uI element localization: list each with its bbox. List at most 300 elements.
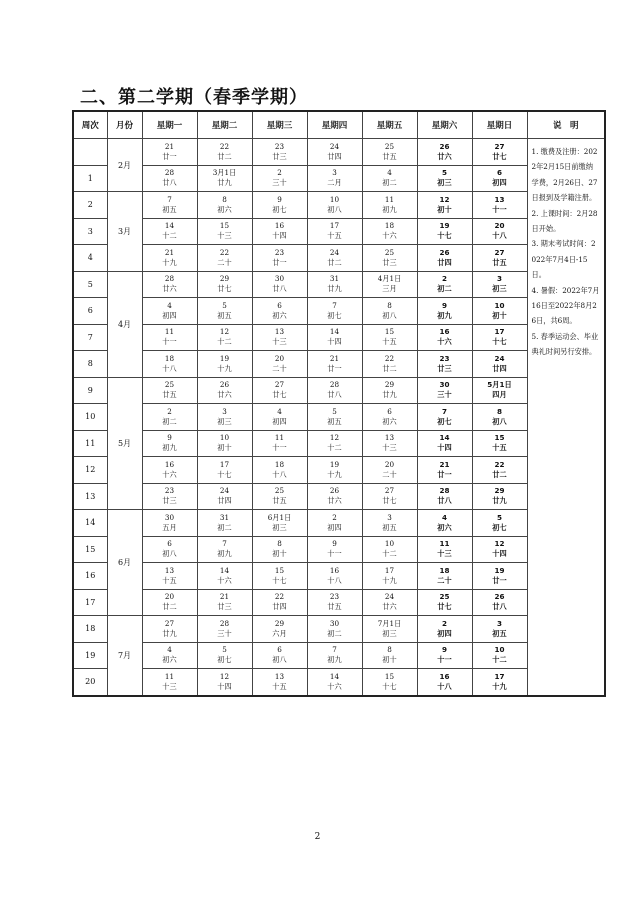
date-number: 22 (274, 592, 285, 602)
column-header: 月份 (107, 111, 142, 139)
day-cell (307, 430, 362, 457)
date-number: 6 (167, 539, 172, 549)
day-cell (362, 298, 417, 325)
lunar-date: 十二 (382, 549, 397, 559)
lunar-date: 十七 (437, 231, 452, 241)
date-number: 13 (384, 433, 395, 443)
date-number: 30 (274, 274, 285, 284)
day-cell (362, 536, 417, 563)
date-number: 30 (439, 380, 450, 390)
day-cell (252, 165, 307, 192)
day-cell (307, 642, 362, 669)
lunar-date: 廿四 (217, 496, 232, 506)
date-number: 5 (496, 512, 502, 522)
date-number: 2 (277, 168, 282, 178)
week-row (73, 430, 605, 457)
lunar-date: 三十 (217, 628, 232, 638)
lunar-date: 廿九 (382, 390, 397, 400)
date-number: 20 (274, 353, 285, 363)
lunar-date: 廿九 (217, 178, 232, 188)
lunar-date: 廿八 (327, 390, 342, 400)
date-number: 9 (441, 645, 447, 655)
day-cell (472, 430, 527, 457)
date-number: 6 (277, 645, 282, 655)
lunar-date: 初五 (217, 310, 232, 320)
date-number: 14 (439, 433, 450, 443)
day-cell (197, 377, 252, 404)
lunar-date: 廿四 (492, 363, 507, 373)
date-number: 17 (329, 221, 340, 231)
date-number: 3 (387, 512, 392, 522)
date-number: 24 (384, 592, 395, 602)
date-number: 6 (277, 300, 282, 310)
day-cell (472, 298, 527, 325)
day-cell (142, 642, 197, 669)
day-cell (142, 483, 197, 510)
date-number: 23 (274, 247, 285, 257)
lunar-date: 十五 (327, 231, 342, 241)
date-number: 23 (274, 141, 285, 151)
day-cell (362, 165, 417, 192)
date-number: 19 (494, 565, 505, 575)
date-number: 19 (439, 221, 450, 231)
day-cell (417, 377, 472, 404)
date-number: 29 (219, 274, 230, 284)
day-cell (197, 192, 252, 219)
lunar-date: 廿五 (162, 390, 177, 400)
date-number: 26 (219, 380, 230, 390)
date-number: 2 (441, 618, 447, 628)
date-number: 16 (439, 327, 450, 337)
lunar-date: 初八 (382, 310, 397, 320)
lunar-date: 二十 (272, 363, 287, 373)
day-cell (417, 510, 472, 537)
lunar-date: 初六 (437, 522, 452, 532)
lunar-date: 初六 (162, 655, 177, 665)
lunar-date: 十七 (272, 575, 287, 585)
day-cell (362, 642, 417, 669)
day-cell (362, 324, 417, 351)
lunar-date: 初八 (272, 655, 287, 665)
date-number: 26 (439, 247, 450, 257)
day-cell (197, 404, 252, 431)
week-row (73, 218, 605, 245)
section-title: 二、第二学期（春季学期） (80, 87, 308, 108)
date-number: 10 (384, 539, 395, 549)
day-cell (142, 298, 197, 325)
date-number: 21 (439, 459, 450, 469)
date-number: 3 (496, 274, 502, 284)
day-cell (252, 589, 307, 616)
day-cell (307, 563, 362, 590)
date-number: 28 (219, 618, 230, 628)
date-number: 22 (494, 459, 505, 469)
week-number: 8 (73, 351, 107, 378)
lunar-date: 初四 (327, 522, 342, 532)
day-cell (252, 430, 307, 457)
day-cell (417, 642, 472, 669)
day-cell (142, 510, 197, 537)
date-number: 8 (496, 406, 502, 416)
lunar-date: 十二 (217, 337, 232, 347)
lunar-date: 初二 (327, 628, 342, 638)
date-number: 14 (164, 221, 175, 231)
lunar-date: 十四 (492, 549, 507, 559)
lunar-date: 廿二 (382, 363, 397, 373)
lunar-date: 二十 (382, 469, 397, 479)
day-cell (307, 139, 362, 166)
date-number: 14 (219, 565, 230, 575)
lunar-date: 十六 (217, 575, 232, 585)
lunar-date: 初五 (162, 204, 177, 214)
day-cell (362, 483, 417, 510)
column-header: 星期五 (362, 111, 417, 139)
day-cell (472, 457, 527, 484)
day-cell (197, 165, 252, 192)
lunar-date: 廿七 (272, 390, 287, 400)
day-cell (142, 563, 197, 590)
date-number: 27 (494, 141, 505, 151)
date-number: 7 (332, 300, 337, 310)
lunar-date: 初二 (437, 284, 452, 294)
lunar-date: 廿六 (437, 151, 452, 161)
lunar-date: 十八 (327, 575, 342, 585)
week-row (73, 642, 605, 669)
day-cell (142, 192, 197, 219)
lunar-date: 十九 (327, 469, 342, 479)
day-cell (197, 616, 252, 643)
lunar-date: 廿六 (327, 496, 342, 506)
day-cell (252, 245, 307, 272)
day-cell (142, 324, 197, 351)
date-number: 29 (384, 380, 395, 390)
day-cell (362, 139, 417, 166)
day-cell (417, 457, 472, 484)
lunar-date: 初四 (492, 178, 507, 188)
date-number: 7 (167, 194, 172, 204)
day-cell (142, 139, 197, 166)
date-number: 3 (496, 618, 502, 628)
lunar-date: 初四 (272, 416, 287, 426)
week-row (73, 616, 605, 643)
day-cell (252, 616, 307, 643)
date-number: 15 (274, 565, 285, 575)
date-number: 21 (219, 592, 230, 602)
day-cell (417, 139, 472, 166)
date-number: 10 (219, 433, 230, 443)
lunar-date: 廿五 (272, 496, 287, 506)
week-number: 6 (73, 298, 107, 325)
day-cell (142, 271, 197, 298)
lunar-date: 十一 (272, 443, 287, 453)
lunar-date: 廿四 (272, 602, 287, 612)
lunar-date: 初七 (217, 655, 232, 665)
day-cell (142, 669, 197, 696)
date-number: 17 (219, 459, 230, 469)
lunar-date: 初三 (492, 284, 507, 294)
header-row (73, 111, 605, 139)
date-number: 4 (387, 168, 392, 178)
date-number: 16 (329, 565, 340, 575)
date-number: 27 (494, 247, 505, 257)
day-cell (252, 404, 307, 431)
lunar-date: 二十 (217, 257, 232, 267)
day-cell (307, 669, 362, 696)
date-number: 5 (222, 645, 227, 655)
date-number: 9 (441, 300, 447, 310)
lunar-date: 廿一 (437, 469, 452, 479)
day-cell (417, 298, 472, 325)
date-number: 25 (439, 592, 450, 602)
week-row (73, 563, 605, 590)
day-cell (307, 324, 362, 351)
lunar-date: 初十 (382, 655, 397, 665)
day-cell (362, 457, 417, 484)
lunar-date: 廿一 (162, 151, 177, 161)
week-row (73, 139, 605, 166)
date-number: 15 (219, 221, 230, 231)
date-number: 5 (441, 168, 447, 178)
lunar-date: 十九 (217, 363, 232, 373)
date-number: 9 (167, 433, 172, 443)
lunar-date: 十七 (492, 337, 507, 347)
day-cell (197, 430, 252, 457)
lunar-date: 十一 (437, 655, 452, 665)
lunar-date: 十九 (492, 681, 507, 691)
day-cell (362, 351, 417, 378)
week-number: 14 (73, 510, 107, 537)
day-cell (197, 139, 252, 166)
week-number: 2 (73, 192, 107, 219)
week-row (73, 510, 605, 537)
lunar-date: 初三 (217, 416, 232, 426)
date-number: 11 (384, 194, 395, 204)
day-cell (252, 483, 307, 510)
lunar-date: 初七 (272, 204, 287, 214)
note-item: 1. 缴费及注册：2022年2月15日前缴纳学费，2月26日、27日报到及学籍注册。 (531, 147, 598, 203)
day-cell (307, 218, 362, 245)
lunar-date: 十四 (217, 681, 232, 691)
date-number: 8 (222, 194, 227, 204)
day-cell (362, 616, 417, 643)
lunar-date: 廿七 (492, 151, 507, 161)
lunar-date: 十八 (492, 231, 507, 241)
day-cell (307, 351, 362, 378)
day-cell (472, 616, 527, 643)
date-number: 4 (167, 645, 172, 655)
date-number: 14 (329, 327, 340, 337)
day-cell (142, 589, 197, 616)
day-cell (362, 510, 417, 537)
day-cell (472, 271, 527, 298)
day-cell (307, 536, 362, 563)
week-row (73, 271, 605, 298)
day-cell (362, 245, 417, 272)
day-cell (252, 271, 307, 298)
week-number: 19 (73, 642, 107, 669)
day-cell (307, 589, 362, 616)
date-number: 12 (439, 194, 450, 204)
day-cell (472, 218, 527, 245)
date-number: 25 (384, 247, 395, 257)
week-row (73, 245, 605, 272)
date-number: 13 (164, 565, 175, 575)
lunar-date: 十六 (327, 681, 342, 691)
date-number: 30 (329, 618, 340, 628)
date-number: 20 (384, 459, 395, 469)
day-cell (307, 298, 362, 325)
lunar-date: 十三 (272, 337, 287, 347)
day-cell (417, 165, 472, 192)
week-number: 17 (73, 589, 107, 616)
date-number: 12 (219, 327, 230, 337)
date-number: 30 (164, 512, 175, 522)
lunar-date: 初八 (492, 416, 507, 426)
column-header: 星期二 (197, 111, 252, 139)
date-number: 4 (167, 300, 172, 310)
date-number: 24 (329, 141, 340, 151)
date-number: 24 (494, 353, 505, 363)
lunar-date: 初九 (217, 549, 232, 559)
lunar-date: 十三 (217, 231, 232, 241)
column-header: 星期六 (417, 111, 472, 139)
note-item: 4. 暑假：2022年7月16日至2022年8月26日，共6周。 (531, 285, 600, 326)
lunar-date: 初八 (327, 204, 342, 214)
day-cell (417, 245, 472, 272)
date-number: 23 (164, 486, 175, 496)
column-header: 说 明 (527, 111, 605, 139)
lunar-date: 初六 (272, 310, 287, 320)
date-number: 17 (384, 565, 395, 575)
day-cell (197, 245, 252, 272)
lunar-date: 十五 (272, 681, 287, 691)
day-cell (197, 351, 252, 378)
date-number: 18 (439, 565, 450, 575)
date-number: 4 (277, 406, 282, 416)
day-cell (252, 669, 307, 696)
day-cell (472, 589, 527, 616)
date-number: 10 (494, 300, 505, 310)
date-number: 2 (332, 512, 337, 522)
date-number: 13 (274, 671, 285, 681)
note-item: 5. 春季运动会、毕业典礼时间另行安排。 (531, 331, 599, 357)
date-number: 12 (494, 539, 505, 549)
day-cell (472, 536, 527, 563)
day-cell (197, 536, 252, 563)
day-cell (197, 324, 252, 351)
date-number: 24 (219, 486, 230, 496)
notes-panel (527, 139, 605, 696)
column-header: 周次 (73, 111, 107, 139)
date-number: 10 (494, 645, 505, 655)
date-number: 29 (274, 618, 285, 628)
day-cell (417, 430, 472, 457)
day-cell (142, 377, 197, 404)
day-cell (307, 245, 362, 272)
lunar-date: 十七 (217, 469, 232, 479)
day-cell (252, 536, 307, 563)
date-number: 31 (329, 274, 340, 284)
date-number: 12 (329, 433, 340, 443)
lunar-date: 廿一 (327, 363, 342, 373)
lunar-date: 十三 (382, 443, 397, 453)
lunar-date: 四月 (492, 390, 507, 400)
week-number: 10 (73, 404, 107, 431)
lunar-date: 廿四 (327, 151, 342, 161)
lunar-date: 廿九 (492, 496, 507, 506)
lunar-date: 廿一 (272, 257, 287, 267)
week-row (73, 324, 605, 351)
day-cell (252, 377, 307, 404)
lunar-date: 廿七 (437, 602, 452, 612)
date-number: 2 (167, 406, 172, 416)
day-cell (472, 483, 527, 510)
column-header: 星期四 (307, 111, 362, 139)
week-number (73, 139, 107, 166)
day-cell (307, 192, 362, 219)
day-cell (252, 642, 307, 669)
date-number: 7月1日 (377, 618, 402, 628)
day-cell (472, 192, 527, 219)
column-header: 星期日 (472, 111, 527, 139)
day-cell (307, 483, 362, 510)
lunar-date: 初九 (162, 443, 177, 453)
lunar-date: 初二 (162, 416, 177, 426)
week-number: 5 (73, 271, 107, 298)
lunar-date: 初二 (217, 522, 232, 532)
lunar-date: 廿六 (382, 602, 397, 612)
date-number: 3 (332, 168, 337, 178)
day-cell (197, 589, 252, 616)
date-number: 8 (387, 645, 392, 655)
date-number: 11 (164, 327, 175, 337)
day-cell (252, 192, 307, 219)
lunar-date: 初三 (437, 178, 452, 188)
date-number: 20 (494, 221, 505, 231)
day-cell (142, 245, 197, 272)
date-number: 27 (164, 618, 175, 628)
date-number: 16 (439, 671, 450, 681)
column-header: 星期三 (252, 111, 307, 139)
day-cell (472, 245, 527, 272)
lunar-date: 初八 (162, 549, 177, 559)
lunar-date: 廿八 (492, 602, 507, 612)
day-cell (472, 377, 527, 404)
day-cell (307, 616, 362, 643)
month-label: 7月 (107, 616, 142, 696)
week-number: 20 (73, 669, 107, 696)
lunar-date: 十四 (272, 231, 287, 241)
month-label: 3月 (107, 192, 142, 272)
day-cell (417, 404, 472, 431)
day-cell (197, 298, 252, 325)
day-cell (142, 404, 197, 431)
date-number: 17 (494, 671, 505, 681)
week-number: 1 (73, 165, 107, 192)
lunar-date: 初三 (272, 522, 287, 532)
day-cell (362, 589, 417, 616)
lunar-date: 初九 (437, 310, 452, 320)
date-number: 4 (441, 512, 447, 522)
date-number: 25 (164, 380, 175, 390)
lunar-date: 十一 (327, 549, 342, 559)
week-row (73, 165, 605, 192)
lunar-date: 初七 (437, 416, 452, 426)
day-cell (252, 298, 307, 325)
date-number: 28 (329, 380, 340, 390)
date-number: 7 (441, 406, 447, 416)
week-number: 11 (73, 430, 107, 457)
